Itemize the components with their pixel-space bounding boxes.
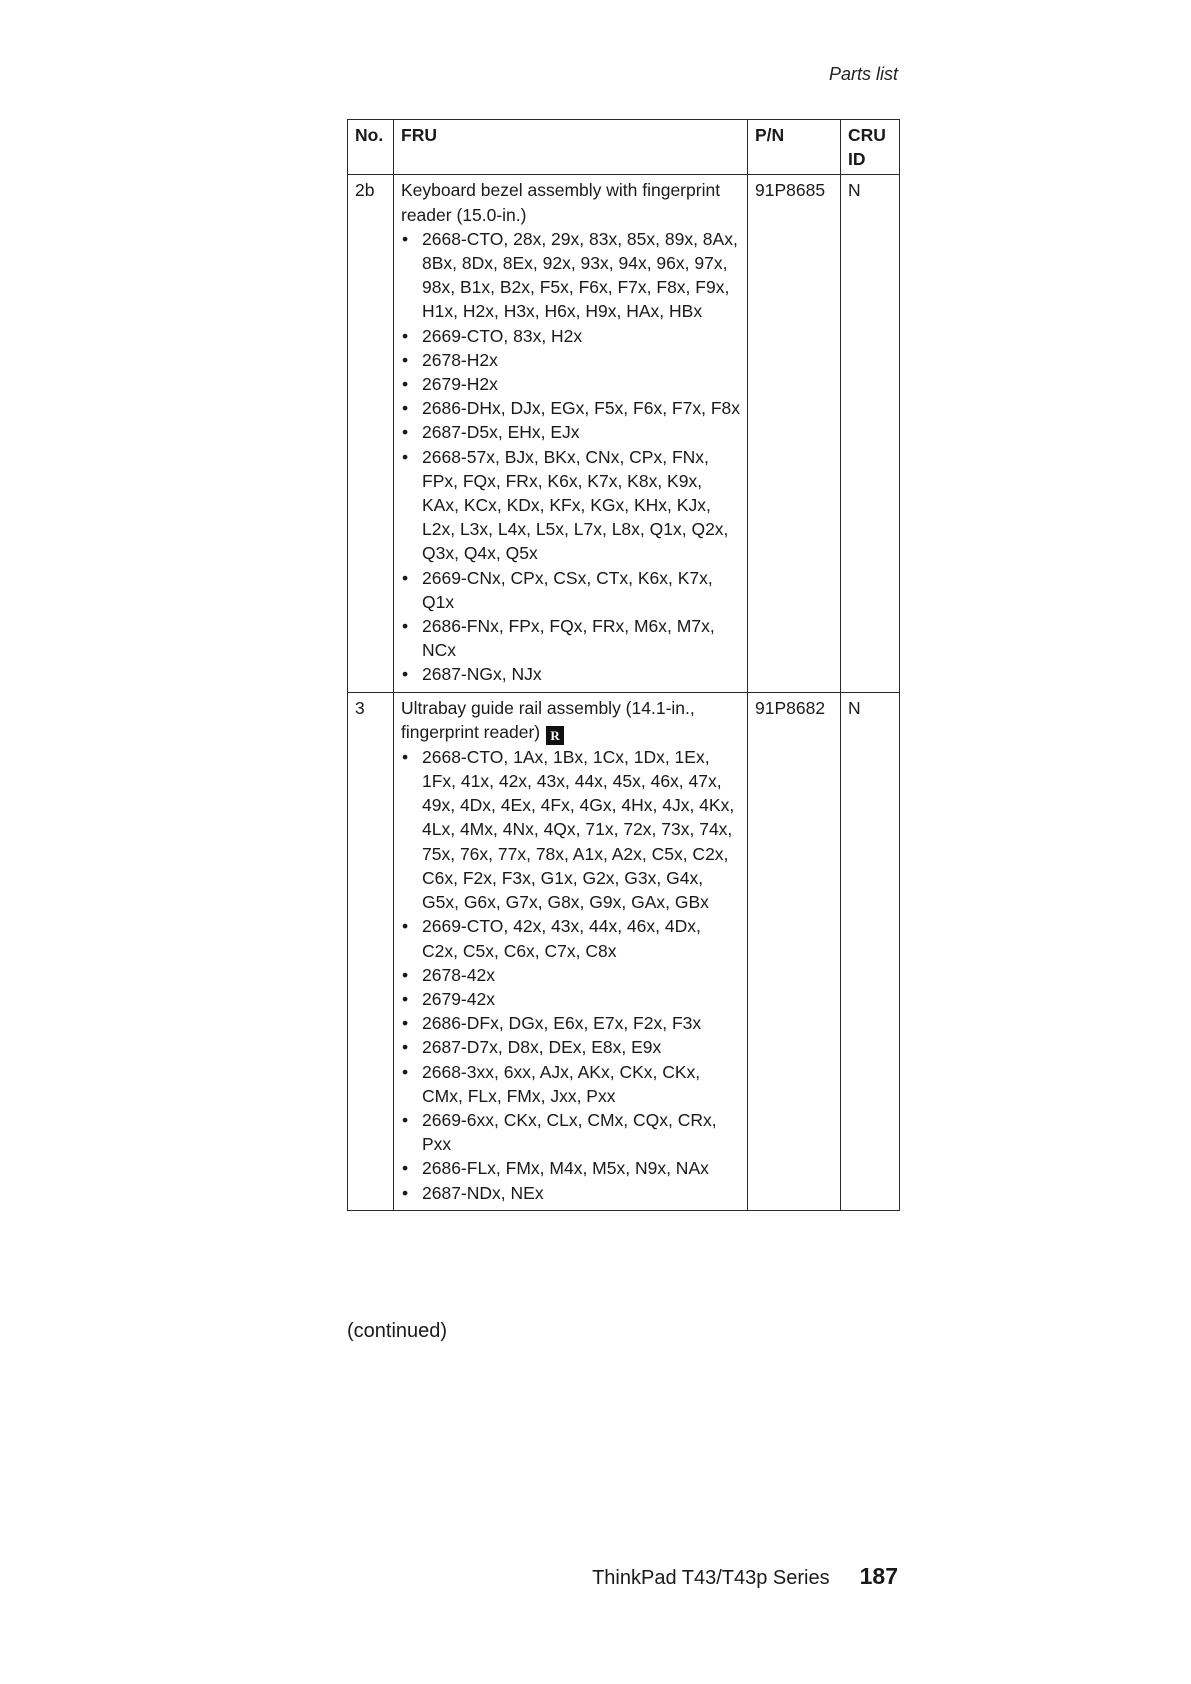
model-list-item: • 2686-DHx, DJx, EGx, F5x, F6x, F7x, F8x — [401, 396, 740, 420]
model-list-item: • 2687-D5x, EHx, EJx — [401, 420, 740, 444]
model-list-item: • 2669-CTO, 42x, 43x, 44x, 46x, 4Dx, C2x, C5x, C6x, C7x, C8x — [401, 914, 740, 962]
column-header-no: No. — [348, 120, 394, 175]
parts-table — [347, 119, 900, 1211]
model-list-item: • 2669-CTO, 83x, H2x — [401, 324, 740, 348]
model-list-item: • 2678-H2x — [401, 348, 740, 372]
page-number: 187 — [859, 1563, 898, 1589]
model-list-item: • 2686-FLx, FMx, M4x, M5x, N9x, NAx — [401, 1156, 740, 1180]
page-footer — [592, 1563, 898, 1590]
fru-description: Ultrabay guide rail assembly (14.1-in., fingerprint reader) — [401, 697, 695, 742]
model-list-item: • 2679-H2x — [401, 372, 740, 396]
item-number: 3 — [348, 692, 394, 1210]
model-list — [401, 745, 740, 1205]
column-header-pn: P/N — [748, 120, 841, 175]
running-head: Parts list — [828, 64, 898, 84]
model-list-item: • 2678-42x — [401, 963, 740, 987]
model-list-item: • 2687-NGx, NJx — [401, 662, 740, 686]
model-list-item: • 2668-CTO, 1Ax, 1Bx, 1Cx, 1Dx, 1Ex, 1Fx, 41x, 42x, 43x, 44x, 45x, 46x, 47x, 49x, 4Dx, 4Ex, 4Fx, 4Gx, 4Hx, 4Jx, 4Kx, 4Lx, 4Mx, 4Nx, 4Qx, 71x, 72x, 73x, 74x, 75x, 76x, 77x, 78x, A1x, A2x, C5x, C2x, C6x, F2x, F3x, G1x, G2x, G3x, G4x, G5x, G6x, G7x, G8x, G9x, GAx, GBx — [401, 745, 740, 914]
table-header-row — [348, 120, 900, 175]
table-row — [348, 175, 900, 692]
model-list-item: • 2668-57x, BJx, BKx, CNx, CPx, FNx, FPx, FQx, FRx, K6x, K7x, K8x, K9x, KAx, KCx, KDx, KFx, KGx, KHx, KJx, L2x, L3x, L4x, L5x, L7x, L8x, Q1x, Q2x, Q3x, Q4x, Q5x — [401, 445, 740, 566]
column-header-fru: FRU — [394, 120, 748, 175]
cru-id: N — [841, 175, 900, 692]
cru-id: N — [841, 692, 900, 1210]
model-list-item: • 2668-3xx, 6xx, AJx, AKx, CKx, CKx, CMx, FLx, FMx, Jxx, Pxx — [401, 1060, 740, 1108]
model-list-item: • 2687-NDx, NEx — [401, 1181, 740, 1205]
table-row — [348, 692, 900, 1210]
model-list-item: • 2686-FNx, FPx, FQx, FRx, M6x, M7x, NCx — [401, 614, 740, 662]
cru-r-icon: R — [546, 726, 564, 745]
book-title: ThinkPad T43/T43p Series — [592, 1567, 830, 1589]
model-list-item: • 2679-42x — [401, 987, 740, 1011]
continued-note: (continued) — [347, 1320, 448, 1342]
fru-description: Keyboard bezel assembly with fingerprint reader (15.0-in.) — [401, 180, 721, 225]
model-list-item: • 2669-6xx, CKx, CLx, CMx, CQx, CRx, Pxx — [401, 1108, 740, 1156]
model-list — [401, 227, 740, 687]
fru-description-cell — [394, 175, 748, 692]
item-number: 2b — [348, 175, 394, 692]
model-list-item: • 2686-DFx, DGx, E6x, E7x, F2x, F3x — [401, 1011, 740, 1035]
parts-table-body — [348, 175, 900, 1210]
part-number: 91P8685 — [748, 175, 841, 692]
model-list-item: • 2669-CNx, CPx, CSx, CTx, K6x, K7x, Q1x — [401, 566, 740, 614]
column-header-cru-id: CRU ID — [841, 120, 900, 175]
fru-description-cell — [394, 692, 748, 1210]
model-list-item: • 2668-CTO, 28x, 29x, 83x, 85x, 89x, 8Ax, 8Bx, 8Dx, 8Ex, 92x, 93x, 94x, 96x, 97x, 98x, B1x, B2x, F5x, F6x, F7x, F8x, F9x, H1x, H2x, H3x, H6x, H9x, HAx, HBx — [401, 227, 740, 324]
model-list-item: • 2687-D7x, D8x, DEx, E8x, E9x — [401, 1035, 740, 1059]
part-number: 91P8682 — [748, 692, 841, 1210]
